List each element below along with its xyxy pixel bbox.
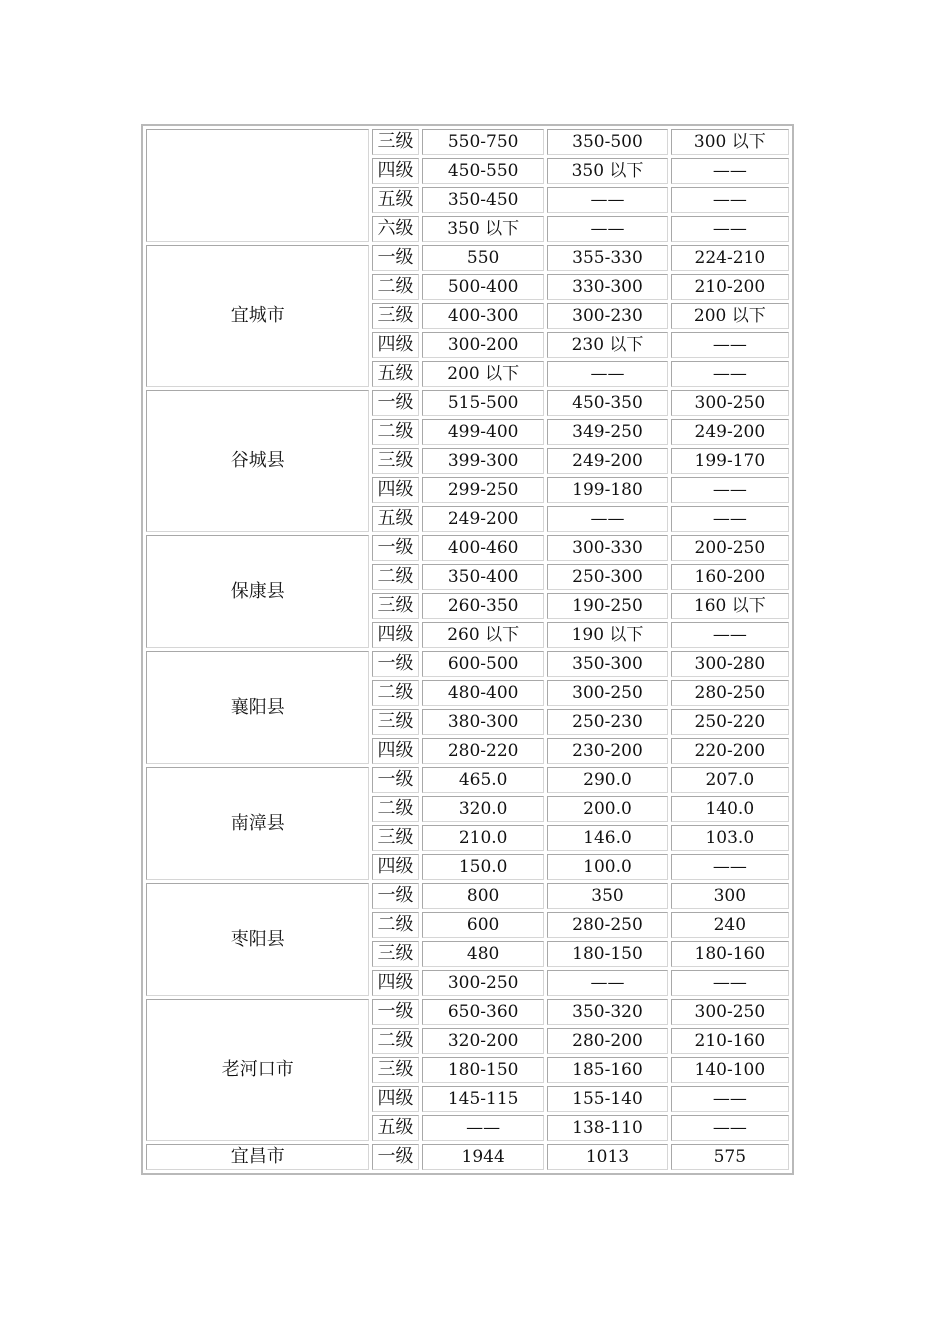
value-cell-col1: 320.0 bbox=[422, 796, 544, 822]
value-cell-col3: —— bbox=[671, 187, 789, 213]
value-cell-col3: 200 以下 bbox=[671, 303, 789, 329]
value-cell-col2: 350-320 bbox=[547, 999, 667, 1025]
value-cell-col2: 146.0 bbox=[547, 825, 667, 851]
value-cell-col3: —— bbox=[671, 1115, 789, 1141]
value-cell-col3: 224-210 bbox=[671, 245, 789, 271]
value-cell-col1: 465.0 bbox=[422, 767, 544, 793]
table-row bbox=[146, 390, 789, 416]
region-cell: 谷城县 bbox=[146, 390, 369, 532]
value-cell-col1: 260-350 bbox=[422, 593, 544, 619]
table-row bbox=[146, 651, 789, 677]
region-cell: 宜昌市 bbox=[146, 1144, 369, 1170]
grade-cell: 二级 bbox=[372, 274, 419, 300]
grade-cell: 三级 bbox=[372, 941, 419, 967]
value-cell-col1: 350-450 bbox=[422, 187, 544, 213]
value-cell-col3: 210-160 bbox=[671, 1028, 789, 1054]
value-cell-col3: 300-250 bbox=[671, 999, 789, 1025]
value-cell-col1: 480-400 bbox=[422, 680, 544, 706]
grade-cell: 一级 bbox=[372, 1144, 419, 1170]
region-cell: 宜城市 bbox=[146, 245, 369, 387]
grade-cell: 二级 bbox=[372, 1028, 419, 1054]
value-cell-col2: 450-350 bbox=[547, 390, 667, 416]
value-cell-col1: 600-500 bbox=[422, 651, 544, 677]
region-cell: 老河口市 bbox=[146, 999, 369, 1141]
region-cell: 枣阳县 bbox=[146, 883, 369, 996]
value-cell-col2: —— bbox=[547, 216, 667, 242]
value-cell-col1: 400-300 bbox=[422, 303, 544, 329]
value-cell-col2: 200.0 bbox=[547, 796, 667, 822]
value-cell-col1: 499-400 bbox=[422, 419, 544, 445]
grade-cell: 二级 bbox=[372, 680, 419, 706]
grade-cell: 二级 bbox=[372, 564, 419, 590]
grade-cell: 五级 bbox=[372, 506, 419, 532]
value-cell-col3: —— bbox=[671, 158, 789, 184]
price-grade-table bbox=[141, 124, 794, 1175]
grade-cell: 四级 bbox=[372, 738, 419, 764]
grade-cell: 三级 bbox=[372, 448, 419, 474]
value-cell-col3: —— bbox=[671, 1086, 789, 1112]
table-row bbox=[146, 129, 789, 155]
value-cell-col1: 145-115 bbox=[422, 1086, 544, 1112]
value-cell-col2: 350 以下 bbox=[547, 158, 667, 184]
value-cell-col1: 300-250 bbox=[422, 970, 544, 996]
value-cell-col2: —— bbox=[547, 361, 667, 387]
value-cell-col3: —— bbox=[671, 477, 789, 503]
value-cell-col2: —— bbox=[547, 506, 667, 532]
value-cell-col1: 350-400 bbox=[422, 564, 544, 590]
value-cell-col2: 330-300 bbox=[547, 274, 667, 300]
value-cell-col3: 250-220 bbox=[671, 709, 789, 735]
value-cell-col1: 249-200 bbox=[422, 506, 544, 532]
table-row bbox=[146, 767, 789, 793]
value-cell-col2: 185-160 bbox=[547, 1057, 667, 1083]
grade-cell: 三级 bbox=[372, 593, 419, 619]
grade-cell: 五级 bbox=[372, 1115, 419, 1141]
value-cell-col2: 138-110 bbox=[547, 1115, 667, 1141]
value-cell-col2: 250-230 bbox=[547, 709, 667, 735]
value-cell-col1: 260 以下 bbox=[422, 622, 544, 648]
value-cell-col3: 300 bbox=[671, 883, 789, 909]
grade-cell: 四级 bbox=[372, 854, 419, 880]
value-cell-col3: —— bbox=[671, 854, 789, 880]
grade-cell: 一级 bbox=[372, 535, 419, 561]
value-cell-col1: 450-550 bbox=[422, 158, 544, 184]
table-row bbox=[146, 1144, 789, 1170]
value-cell-col1: 515-500 bbox=[422, 390, 544, 416]
value-cell-col3: 210-200 bbox=[671, 274, 789, 300]
value-cell-col1: 650-360 bbox=[422, 999, 544, 1025]
table-body bbox=[146, 129, 789, 1170]
grade-cell: 三级 bbox=[372, 1057, 419, 1083]
value-cell-col2: —— bbox=[547, 187, 667, 213]
value-cell-col1: 500-400 bbox=[422, 274, 544, 300]
value-cell-col1: 399-300 bbox=[422, 448, 544, 474]
value-cell-col3: —— bbox=[671, 361, 789, 387]
region-cell bbox=[146, 129, 369, 242]
value-cell-col3: 207.0 bbox=[671, 767, 789, 793]
grade-cell: 四级 bbox=[372, 970, 419, 996]
value-cell-col2: 349-250 bbox=[547, 419, 667, 445]
grade-cell: 三级 bbox=[372, 709, 419, 735]
region-cell: 襄阳县 bbox=[146, 651, 369, 764]
value-cell-col1: 280-220 bbox=[422, 738, 544, 764]
value-cell-col2: 350 bbox=[547, 883, 667, 909]
value-cell-col2: 300-330 bbox=[547, 535, 667, 561]
value-cell-col1: 480 bbox=[422, 941, 544, 967]
value-cell-col1: 350 以下 bbox=[422, 216, 544, 242]
value-cell-col1: 380-300 bbox=[422, 709, 544, 735]
grade-cell: 一级 bbox=[372, 999, 419, 1025]
grade-cell: 一级 bbox=[372, 883, 419, 909]
value-cell-col3: —— bbox=[671, 216, 789, 242]
value-cell-col1: 150.0 bbox=[422, 854, 544, 880]
value-cell-col2: 290.0 bbox=[547, 767, 667, 793]
value-cell-col3: 140-100 bbox=[671, 1057, 789, 1083]
table-row bbox=[146, 999, 789, 1025]
value-cell-col3: 300-280 bbox=[671, 651, 789, 677]
grade-cell: 三级 bbox=[372, 129, 419, 155]
value-cell-col3: 180-160 bbox=[671, 941, 789, 967]
value-cell-col3: —— bbox=[671, 970, 789, 996]
grade-cell: 一级 bbox=[372, 767, 419, 793]
grade-cell: 四级 bbox=[372, 332, 419, 358]
value-cell-col3: 160-200 bbox=[671, 564, 789, 590]
value-cell-col1: 299-250 bbox=[422, 477, 544, 503]
value-cell-col3: 200-250 bbox=[671, 535, 789, 561]
value-cell-col1: 300-200 bbox=[422, 332, 544, 358]
value-cell-col2: —— bbox=[547, 970, 667, 996]
value-cell-col3: —— bbox=[671, 332, 789, 358]
grade-cell: 四级 bbox=[372, 477, 419, 503]
value-cell-col1: 550-750 bbox=[422, 129, 544, 155]
value-cell-col3: 300 以下 bbox=[671, 129, 789, 155]
value-cell-col3: 140.0 bbox=[671, 796, 789, 822]
value-cell-col2: 190-250 bbox=[547, 593, 667, 619]
value-cell-col3: —— bbox=[671, 622, 789, 648]
grade-cell: 二级 bbox=[372, 419, 419, 445]
value-cell-col2: 100.0 bbox=[547, 854, 667, 880]
value-cell-col2: 230 以下 bbox=[547, 332, 667, 358]
grade-cell: 三级 bbox=[372, 303, 419, 329]
grade-cell: 五级 bbox=[372, 361, 419, 387]
table-row bbox=[146, 535, 789, 561]
value-cell-col3: 160 以下 bbox=[671, 593, 789, 619]
value-cell-col3: 103.0 bbox=[671, 825, 789, 851]
value-cell-col1: 550 bbox=[422, 245, 544, 271]
grade-cell: 五级 bbox=[372, 187, 419, 213]
value-cell-col3: 300-250 bbox=[671, 390, 789, 416]
value-cell-col1: 400-460 bbox=[422, 535, 544, 561]
value-cell-col2: 249-200 bbox=[547, 448, 667, 474]
grade-cell: 一级 bbox=[372, 245, 419, 271]
value-cell-col3: 220-200 bbox=[671, 738, 789, 764]
value-cell-col3: 280-250 bbox=[671, 680, 789, 706]
value-cell-col1: 1944 bbox=[422, 1144, 544, 1170]
value-cell-col1: —— bbox=[422, 1115, 544, 1141]
grade-cell: 一级 bbox=[372, 390, 419, 416]
value-cell-col3: 199-170 bbox=[671, 448, 789, 474]
grade-cell: 六级 bbox=[372, 216, 419, 242]
grade-cell: 二级 bbox=[372, 796, 419, 822]
value-cell-col2: 350-500 bbox=[547, 129, 667, 155]
value-cell-col1: 320-200 bbox=[422, 1028, 544, 1054]
value-cell-col2: 350-300 bbox=[547, 651, 667, 677]
table-row bbox=[146, 245, 789, 271]
value-cell-col2: 230-200 bbox=[547, 738, 667, 764]
value-cell-col3: 240 bbox=[671, 912, 789, 938]
grade-cell: 一级 bbox=[372, 651, 419, 677]
value-cell-col3: 249-200 bbox=[671, 419, 789, 445]
value-cell-col2: 199-180 bbox=[547, 477, 667, 503]
grade-cell: 二级 bbox=[372, 912, 419, 938]
value-cell-col2: 300-250 bbox=[547, 680, 667, 706]
region-cell: 南漳县 bbox=[146, 767, 369, 880]
value-cell-col1: 210.0 bbox=[422, 825, 544, 851]
grade-cell: 四级 bbox=[372, 622, 419, 648]
value-cell-col2: 180-150 bbox=[547, 941, 667, 967]
grade-cell: 三级 bbox=[372, 825, 419, 851]
value-cell-col2: 1013 bbox=[547, 1144, 667, 1170]
region-cell: 保康县 bbox=[146, 535, 369, 648]
value-cell-col2: 280-250 bbox=[547, 912, 667, 938]
value-cell-col2: 250-300 bbox=[547, 564, 667, 590]
table-row bbox=[146, 883, 789, 909]
value-cell-col2: 355-330 bbox=[547, 245, 667, 271]
value-cell-col2: 300-230 bbox=[547, 303, 667, 329]
grade-cell: 四级 bbox=[372, 1086, 419, 1112]
value-cell-col1: 200 以下 bbox=[422, 361, 544, 387]
grade-cell: 四级 bbox=[372, 158, 419, 184]
value-cell-col1: 180-150 bbox=[422, 1057, 544, 1083]
value-cell-col3: —— bbox=[671, 506, 789, 532]
value-cell-col2: 155-140 bbox=[547, 1086, 667, 1112]
value-cell-col1: 600 bbox=[422, 912, 544, 938]
value-cell-col3: 575 bbox=[671, 1144, 789, 1170]
value-cell-col1: 800 bbox=[422, 883, 544, 909]
value-cell-col2: 190 以下 bbox=[547, 622, 667, 648]
value-cell-col2: 280-200 bbox=[547, 1028, 667, 1054]
